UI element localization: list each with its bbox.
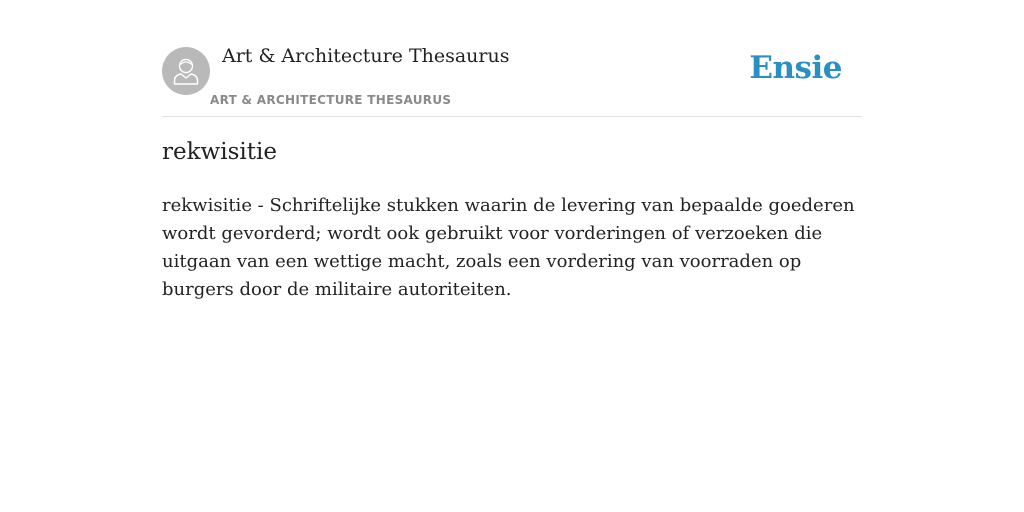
- page-title: rekwisitie: [162, 139, 277, 165]
- source-title[interactable]: Art & Architecture Thesaurus: [222, 45, 510, 67]
- user-icon: [172, 56, 200, 86]
- definition-text: rekwisitie - Schriftelijke stukken waarin de levering van bepaalde goederen wordt gevorderd; wordt ook gebruikt voor vorderingen of verzoeken die uitgaan van een wettige macht, zoals een vordering van voorraden op burgers door de militaire autoriteiten.: [162, 195, 855, 300]
- source-header: [162, 0, 862, 117]
- ensie-logo[interactable]: Ensie: [749, 50, 842, 86]
- source-subtitle: ART & ARCHITECTURE THESAURUS: [210, 93, 452, 107]
- avatar[interactable]: [162, 47, 210, 95]
